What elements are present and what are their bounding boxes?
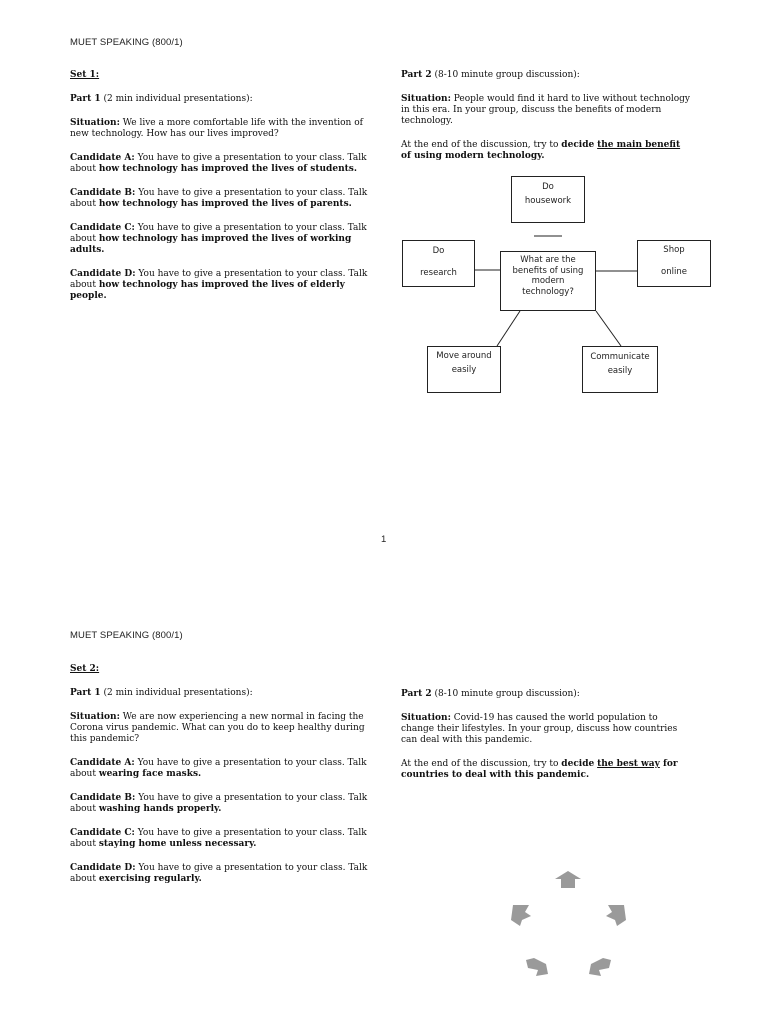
- mindmap-node-move-around: Move around easily: [427, 346, 501, 393]
- candidate-b: Candidate B: You have to give a presentation to your class. Talk about how technology has improved the lives of parents.: [70, 188, 368, 209]
- cycle-arrow-left-icon: [507, 902, 533, 928]
- situation-1: Situation: We live a more comfortable life with the invention of new technology. How has our lives improved?: [70, 118, 363, 139]
- candidate-c: Candidate C: You have to give a presentation to your class. Talk about staying home unless necessary.: [70, 828, 367, 849]
- candidate-a: Candidate A: You have to give a presentation to your class. Talk about how technology has improved the lives of students.: [70, 153, 367, 174]
- candidate-a: Candidate A: You have to give a presentation to your class. Talk about wearing face masks.: [70, 758, 367, 779]
- mindmap-node-shop-online: Shop online: [637, 240, 711, 287]
- candidate-d: Candidate D: You have to give a presentation to your class. Talk about exercising regularly.: [70, 863, 368, 884]
- part1-heading: Part 1 (2 min individual presentations):: [70, 688, 253, 698]
- page1-header: MUET SPEAKING (800/1): [70, 37, 183, 48]
- mindmap-center-question: What are the benefits of using modern technology?: [500, 251, 596, 311]
- situation-2: Situation: People would find it hard to live without technology in this era. In your group, discuss the benefits of modern technology.: [401, 94, 691, 126]
- decide-instruction: At the end of the discussion, try to decide the best way for countries to deal with this pandemic.: [401, 759, 678, 780]
- cycle-arrow-top-icon: [553, 870, 583, 890]
- set-1-title: Set 1:: [70, 70, 100, 80]
- mindmap-node-housework: Do housework: [511, 176, 585, 223]
- cycle-arrow-bottom-right-icon: [587, 956, 613, 978]
- part1-heading: Part 1 (2 min individual presentations):: [70, 94, 253, 104]
- mindmap-node-communicate: Communicate easily: [582, 346, 658, 393]
- decide-instruction: At the end of the discussion, try to decide the main benefit of using modern technology.: [401, 140, 681, 161]
- part2-heading: Part 2 (8-10 minute group discussion):: [401, 70, 580, 80]
- set-2-title: Set 2:: [70, 664, 100, 674]
- page2-left-column: [70, 664, 370, 898]
- page2-right-column: [401, 689, 693, 794]
- situation-2: Situation: Covid-19 has caused the world population to change their lifestyles. In your group, discuss how countries can deal with this pandemic.: [401, 713, 678, 745]
- cycle-arrow-bottom-left-icon: [524, 956, 550, 978]
- page2-header: MUET SPEAKING (800/1): [70, 630, 183, 641]
- cycle-arrow-right-icon: [604, 902, 630, 928]
- candidate-c: Candidate C: You have to give a presentation to your class. Talk about how technology has improved the lives of working adults.: [70, 223, 367, 255]
- page-number: 1: [381, 534, 387, 545]
- situation-1: Situation: We are now experiencing a new normal in facing the Corona virus pandemic. What can you do to keep healthy during this pandemic?: [70, 712, 365, 744]
- candidate-d: Candidate D: You have to give a presentation to your class. Talk about how technology has improved the lives of elderly people.: [70, 269, 368, 301]
- candidate-b: Candidate B: You have to give a presentation to your class. Talk about washing hands properly.: [70, 793, 368, 814]
- mindmap-node-research: Do research: [402, 240, 475, 287]
- part2-heading: Part 2 (8-10 minute group discussion):: [401, 689, 580, 699]
